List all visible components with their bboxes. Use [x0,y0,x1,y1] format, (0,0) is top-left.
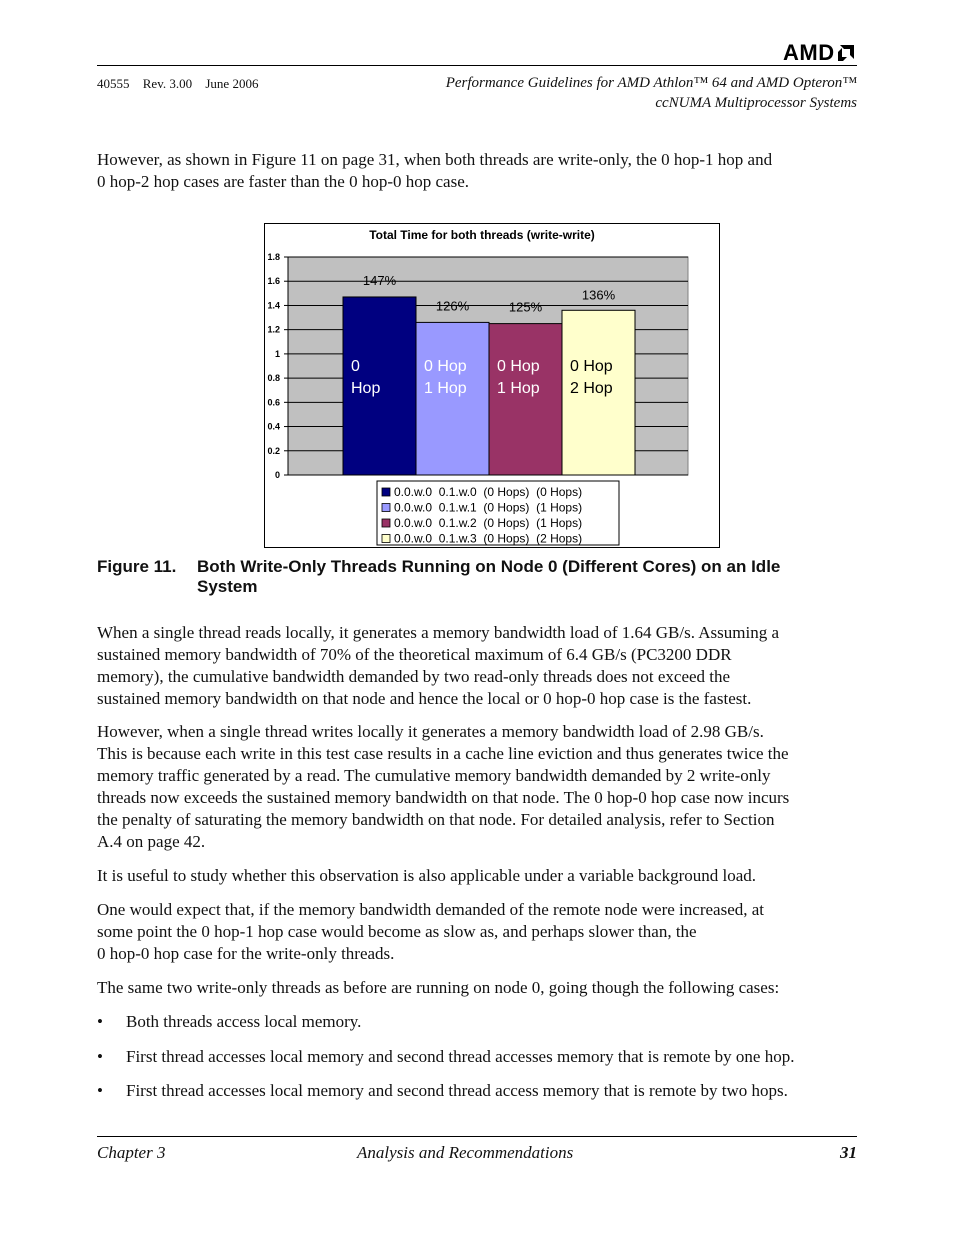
y-tick-label: 0 [274,470,280,480]
doc-number: 40555 [97,76,130,91]
paragraph-3 [97,865,857,887]
intro-line: However, as shown in Figure 11 on page 31, when both threads are write-only, the 0 hop-1 hop and [97,150,773,169]
paragraph-4 [97,899,857,965]
intro-line: 0 hop-2 hop cases are faster than the 0 hop-0 hop case. [97,172,469,191]
amd-arrow-icon [837,44,855,62]
legend-label: 0.0.w.0 0.1.w.0 (0 Hops) (0 Hops) [394,485,583,499]
paragraph-1 [97,622,857,710]
header-rule [97,65,857,66]
footer-chapter: Chapter 3 [97,1143,166,1162]
doc-date: June 2006 [205,76,259,91]
bar-label: 0 Hop [424,358,467,375]
bullet-mark: • [97,1047,103,1066]
intro-paragraph [97,149,857,193]
y-tick-label: 1.4 [267,300,280,311]
y-tick-label: 0.4 [267,421,280,432]
bar-label: Hop [351,380,381,397]
legend-label: 0.0.w.0 0.1.w.3 (0 Hops) (2 Hops) [394,531,583,546]
bar [489,324,562,475]
text-line: It is useful to study whether this observation is also applicable under a variable background load. [97,866,757,885]
doc-title [446,73,857,113]
bar-label: 1 Hop [424,380,467,397]
doc-title-line2: ccNUMA Multiprocessor Systems [655,95,857,111]
y-tick-label: 1.6 [267,276,280,287]
page-number: 31 [840,1143,857,1162]
amd-logo [783,40,855,66]
bar-label: 2 Hop [570,380,613,397]
doc-title-line1: Performance Guidelines for AMD Athlon™ 64 and AMD Opteron™ [445,75,857,91]
legend-swatch [382,535,390,543]
bar-label: 0 Hop [497,358,540,375]
text-line: One would expect that, if the memory bandwidth demanded of the remote node were increased, at [97,900,765,919]
figure-title-continued: System [197,577,258,596]
bullet-mark: • [97,1012,103,1031]
text-line: The same two write-only threads as before are running on node 0, going though the following cases: [97,978,780,997]
bar [416,322,489,475]
text-line: When a single thread reads locally, it generates a memory bandwidth load of 1.64 GB/s. Assuming a [97,623,780,642]
legend-swatch [382,488,390,496]
legend-swatch [382,519,390,527]
figure-title: Both Write-Only Threads Running on Node 0 (Different Cores) on an Idle [197,557,781,576]
text-line: sustained memory bandwidth on that node and hence the local or 0 hop-0 hop case is the fastest. [97,689,752,708]
list-item-text: First thread accesses local memory and second thread accesses memory that is remote by one hop. [126,1047,795,1066]
data-label: 126% [435,298,470,314]
text-line: memory traffic generated by a read. The cumulative memory bandwidth demanded by 2 write-only [97,766,771,785]
data-label: 147% [362,272,397,288]
data-label: 125% [508,299,543,315]
text-line: A.4 on page 42. [97,832,206,851]
legend-label: 0.0.w.0 0.1.w.2 (0 Hops) (1 Hops) [394,516,583,530]
bullet-mark: • [97,1081,103,1100]
paragraph-5 [97,977,857,999]
legend-swatch [382,504,390,512]
bar-label: 0 [351,358,360,375]
footer-rule [97,1136,857,1137]
bar-label: 0 Hop [570,358,613,375]
bar-chart [264,223,720,548]
y-tick-label: 0.8 [267,373,280,384]
figure-caption [97,557,857,597]
logo-text: AMD [783,40,835,65]
y-tick-label: 0.6 [267,397,280,408]
list-item-text: First thread accesses local memory and second thread access memory that is remote by two hops. [126,1081,788,1100]
y-tick-label: 0.2 [267,445,280,456]
text-line: memory), the cumulative bandwidth demanded by two read-only threads does not exceed the [97,667,731,686]
text-line: 0 hop-0 hop case for the write-only threads. [97,944,395,963]
y-tick-label: 1.8 [267,252,280,262]
footer-section: Analysis and Recommendations [357,1143,574,1162]
doc-info [97,76,268,92]
doc-revision: Rev. 3.00 [142,76,193,91]
y-tick-label: 1.2 [267,324,280,335]
text-line: the penalty of saturating the memory bandwidth on that node. For detailed analysis, refer to Section [97,810,775,829]
bar-label: 1 Hop [497,380,540,397]
data-label: 136% [581,287,616,303]
text-line: threads now exceeds the sustained memory bandwidth on that node. The 0 hop-0 hop case now incurs [97,788,790,807]
y-tick-label: 1 [274,348,280,359]
text-line: However, when a single thread writes locally it generates a memory bandwidth load of 2.98 GB/s. [97,722,764,741]
text-line: This is because each write in this test case results in a cache line eviction and thus generates twice the [97,744,789,763]
list-item-text: Both threads access local memory. [126,1012,362,1031]
text-line: some point the 0 hop-1 hop case would become as slow as, and perhaps slower than, the [97,922,697,941]
paragraph-2 [97,721,857,853]
figure-number: Figure 11. [97,557,177,576]
text-line: sustained memory bandwidth of 70% of the theoretical maximum of 6.4 GB/s (PC3200 DDR [97,645,732,664]
chart-title: Total Time for both threads (write-write) [369,228,595,242]
legend-label: 0.0.w.0 0.1.w.1 (0 Hops) (1 Hops) [394,500,583,515]
